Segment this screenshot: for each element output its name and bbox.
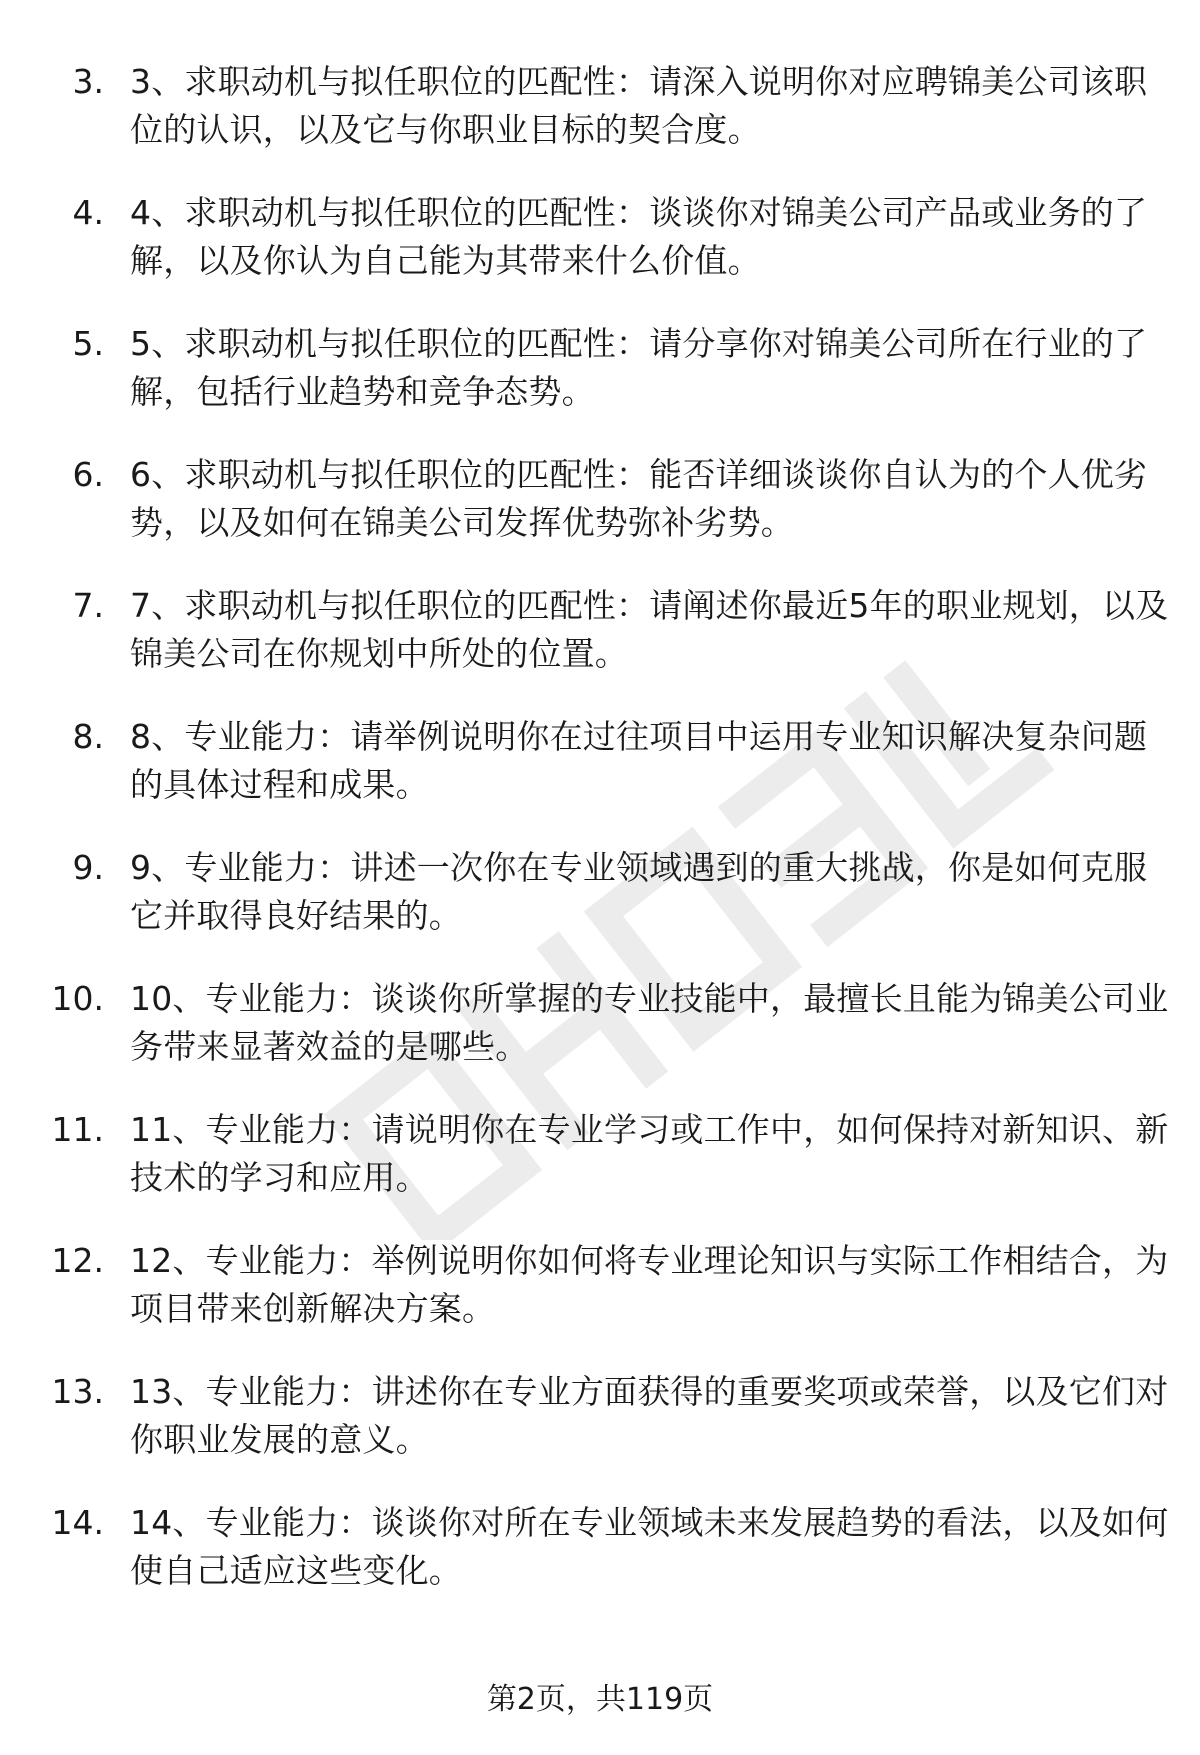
item-number: 5. bbox=[72, 324, 104, 363]
item-number: 6. bbox=[72, 455, 104, 494]
item-number: 9. bbox=[72, 848, 104, 887]
item-number: 8. bbox=[72, 717, 104, 756]
item-text: 13、专业能力：讲述你在专业方面获得的重要奖项或荣誉，以及它们对你职业发展的意义。 bbox=[130, 1372, 1169, 1459]
item-text: 9、专业能力：讲述一次你在专业领域遇到的重大挑战，你是如何克服它并取得良好结果的。 bbox=[130, 848, 1148, 935]
item-text: 7、求职动机与拟任职位的匹配性：请阐述你最近5年的职业规划，以及锦美公司在你规划中所处的位置。 bbox=[130, 586, 1169, 673]
list-item bbox=[0, 707, 1200, 838]
list-item bbox=[0, 576, 1200, 707]
item-number: 11. bbox=[51, 1110, 104, 1149]
item-text: 14、专业能力：谈谈你对所在专业领域未来发展趋势的看法，以及如何使自己适应这些变化。 bbox=[130, 1503, 1169, 1590]
page-number-label: 第2页，共119页 bbox=[486, 1682, 714, 1717]
item-number: 7. bbox=[72, 586, 104, 625]
item-text: 12、专业能力：举例说明你如何将专业理论知识与实际工作相结合，为项目带来创新解决方案。 bbox=[130, 1241, 1169, 1328]
list-item bbox=[0, 1362, 1200, 1493]
item-text: 4、求职动机与拟任职位的匹配性：谈谈你对锦美公司产品或业务的了解，以及你认为自己能为其带来什么价值。 bbox=[130, 193, 1148, 280]
item-text: 5、求职动机与拟任职位的匹配性：请分享你对锦美公司所在行业的了解，包括行业趋势和竞争态势。 bbox=[130, 324, 1148, 411]
list-item bbox=[0, 1493, 1200, 1624]
list-item bbox=[0, 445, 1200, 576]
item-number: 13. bbox=[51, 1372, 104, 1411]
list-item bbox=[0, 1100, 1200, 1231]
page-footer bbox=[0, 1680, 1200, 1720]
item-number: 12. bbox=[51, 1241, 104, 1280]
item-number: 4. bbox=[72, 193, 104, 232]
item-text: 10、专业能力：谈谈你所掌握的专业技能中，最擅长且能为锦美公司业务带来显著效益的是哪些。 bbox=[130, 979, 1169, 1066]
list-item bbox=[0, 183, 1200, 314]
list-item bbox=[0, 838, 1200, 969]
item-text: 8、专业能力：请举例说明你在过往项目中运用专业知识解决复杂问题的具体过程和成果。 bbox=[130, 717, 1148, 804]
item-number: 3. bbox=[72, 62, 104, 101]
item-text: 6、求职动机与拟任职位的匹配性：能否详细谈谈你自认为的个人优劣势，以及如何在锦美公司发挥优势弥补劣势。 bbox=[130, 455, 1148, 542]
item-text: 11、专业能力：请说明你在专业学习或工作中，如何保持对新知识、新技术的学习和应用。 bbox=[130, 1110, 1169, 1197]
list-item bbox=[0, 969, 1200, 1100]
item-number: 10. bbox=[51, 979, 104, 1018]
list-item bbox=[0, 1231, 1200, 1362]
question-list bbox=[0, 52, 1200, 1624]
item-text: 3、求职动机与拟任职位的匹配性：请深入说明你对应聘锦美公司该职位的认识，以及它与你职业目标的契合度。 bbox=[130, 62, 1148, 149]
item-number: 14. bbox=[51, 1503, 104, 1542]
list-item bbox=[0, 52, 1200, 183]
list-item bbox=[0, 314, 1200, 445]
